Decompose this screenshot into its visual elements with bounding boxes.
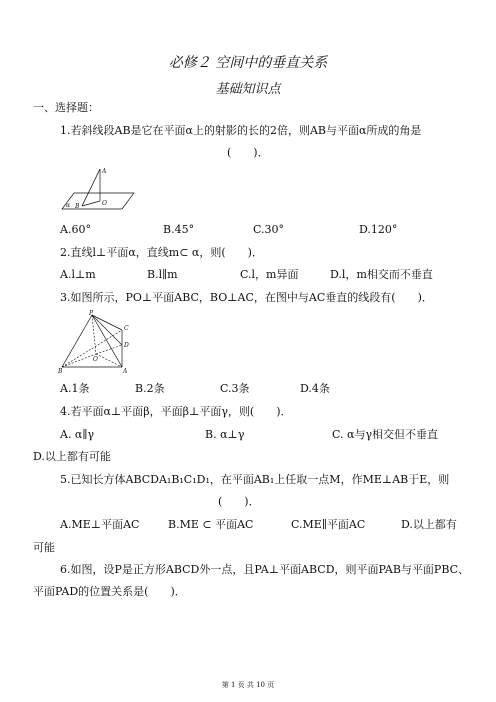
page-title: 必修２ 空间中的垂直关系 — [168, 55, 328, 71]
q3-label-d: D — [124, 342, 129, 349]
q4-stem: 4.若平面α⊥平面β，平面β⊥平面γ，则( )． — [60, 405, 292, 418]
q3-label-p: P — [89, 310, 94, 317]
q1-label-o: O — [102, 200, 107, 207]
q1-figure — [60, 163, 140, 215]
q2-stem: 2.直线l⊥平面α，直线m⊂ α，则( )． — [60, 246, 263, 259]
q1-option-d: D.120° — [359, 223, 398, 236]
q4-option-c: C. α与γ相交但不垂直 — [332, 428, 439, 441]
q3-option-a: A.1条 — [60, 382, 90, 395]
q6-stem-continued: 平面PAD的位置关系是( )． — [33, 585, 186, 598]
q1-option-b: B.45° — [163, 223, 195, 236]
q3-figure — [58, 310, 142, 376]
q1-stem: 1.若斜线段AB是它在平面α上的射影的长的2倍，则AB与平面α所成的角是 — [60, 124, 422, 137]
page-subtitle: 基础知识点 — [215, 82, 281, 97]
q2-option-c: C.l，m异面 — [240, 268, 299, 281]
section-heading: 一、选择题： — [33, 101, 99, 114]
q5-option-a: A.ME⊥平面AC — [60, 518, 140, 531]
q1-option-a: A.60° — [60, 223, 91, 236]
q5-option-d-wrap: 可能 — [33, 541, 55, 554]
q5-option-c: C.ME∥平面AC — [291, 518, 366, 531]
q3-label-b: B — [58, 368, 63, 375]
q3-option-d: D.4条 — [300, 382, 330, 395]
q1-label-a: A — [102, 168, 107, 175]
q5-option-d: D.以上都有 — [401, 518, 457, 531]
q4-option-d: D.以上都有可能 — [33, 450, 111, 463]
q1-label-b: B — [75, 203, 80, 210]
q4-option-a: A. α∥γ — [60, 428, 95, 441]
q3-label-o: O — [93, 356, 98, 363]
q2-option-a: A.l⊥m — [60, 268, 96, 281]
q1-answer-blank: ( )． — [227, 146, 269, 159]
q3-stem: 3.如图所示，PO⊥平面ABC，BO⊥AC，在图中与AC垂直的线段有( )． — [60, 291, 433, 304]
q3-label-c: C — [124, 325, 129, 332]
q1-option-c: C.30° — [253, 223, 285, 236]
q3-option-c: C.3条 — [220, 382, 250, 395]
q4-option-b: B. α⊥γ — [205, 428, 245, 441]
q3-option-b: B.2条 — [135, 382, 165, 395]
q5-answer-blank: ( )． — [218, 495, 260, 508]
q3-label-a: A — [123, 368, 128, 375]
q2-option-d: D.l，m相交而不垂直 — [330, 268, 433, 281]
page-footer: 第 1 页 共 10 页 — [221, 681, 275, 689]
q6-stem: 6.如图，设P是正方形ABCD外一点，且PA⊥平面ABCD，则平面PAB与平面PBC、 — [60, 563, 470, 576]
q5-stem: 5.已知长方体ABCDA₁B₁C₁D₁，在平面AB₁上任取一点M，作ME⊥AB于E，则 — [60, 473, 450, 486]
q5-option-b: B.ME ⊂ 平面AC — [168, 518, 254, 531]
q1-label-alpha: α — [66, 202, 71, 209]
q2-option-b: B.l∥m — [147, 268, 178, 281]
